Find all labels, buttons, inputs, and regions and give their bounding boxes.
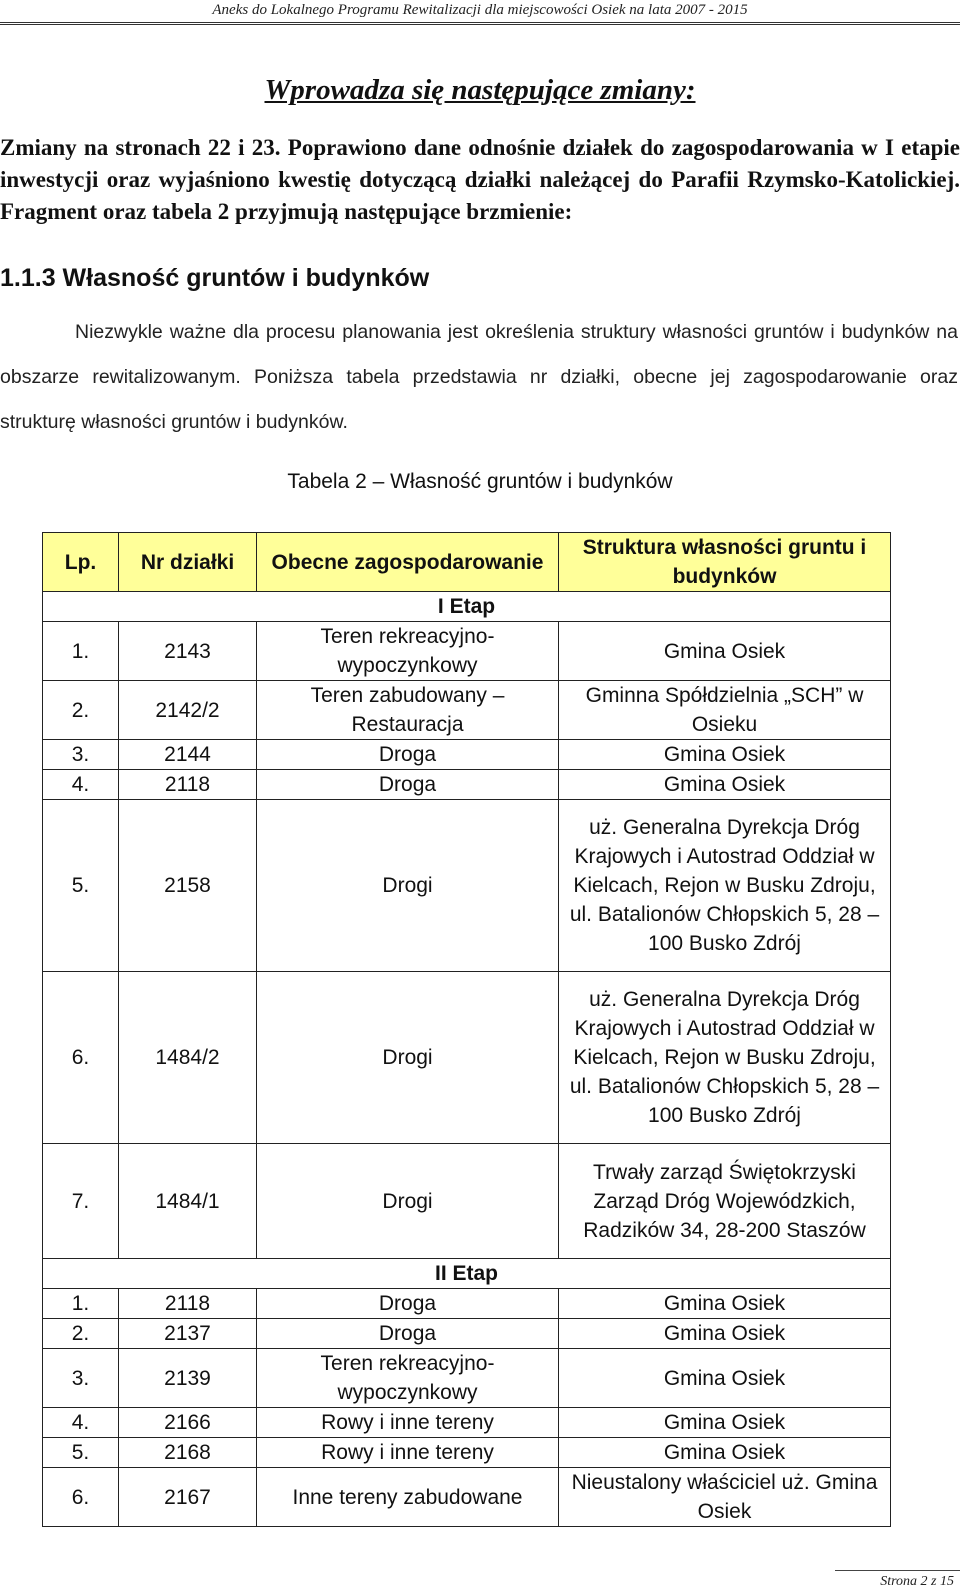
intro-paragraph: Zmiany na stronach 22 i 23. Poprawiono dane odnośnie działek do zagospodarowania w I etapie inwestycji oraz wyjaśniono kwestię dotyczącą działki należącej do Parafii Rzymsko-Katolickiej. Fragment oraz tabela 2 przyjmują następujące brzmienie: <box>0 135 960 224</box>
cell-lp: 5. <box>43 800 119 972</box>
page-number: Strona 2 z 15 <box>880 1574 954 1589</box>
cell-use: Droga <box>257 770 559 800</box>
cell-use: Teren zabudowany – Restauracja <box>257 681 559 740</box>
cell-lp: 1. <box>43 1289 119 1319</box>
table-row <box>43 681 891 740</box>
cell-use: Droga <box>257 1319 559 1349</box>
stage1-body <box>43 592 891 1259</box>
stage-label: II Etap <box>43 1259 891 1289</box>
cell-parcel: 2118 <box>119 770 257 800</box>
stage2-label-row <box>43 1259 891 1289</box>
table-row <box>43 1468 891 1527</box>
cell-parcel: 2167 <box>119 1468 257 1527</box>
table-row <box>43 1349 891 1408</box>
stage-label: I Etap <box>43 592 891 622</box>
cell-owner: uż. Generalna Dyrekcja Dróg Krajowych i Autostrad Oddział w Kielcach, Rejon w Busku Zdroju, ul. Batalionów Chłopskich 5, 28 – 100 Busko Zdrój <box>559 800 891 972</box>
cell-lp: 6. <box>43 1468 119 1527</box>
cell-owner: Gmina Osiek <box>559 770 891 800</box>
cell-use: Teren rekreacyjno-wypoczynkowy <box>257 1349 559 1408</box>
cell-lp: 3. <box>43 1349 119 1408</box>
cell-owner: Nieustalony właściciel uż. Gmina Osiek <box>559 1468 891 1527</box>
cell-use: Teren rekreacyjno-wypoczynkowy <box>257 622 559 681</box>
cell-parcel: 2168 <box>119 1438 257 1468</box>
cell-lp: 4. <box>43 770 119 800</box>
cell-lp: 2. <box>43 1319 119 1349</box>
cell-lp: 2. <box>43 681 119 740</box>
cell-lp: 3. <box>43 740 119 770</box>
cell-owner: Gmina Osiek <box>559 1289 891 1319</box>
cell-use: Droga <box>257 740 559 770</box>
cell-parcel: 1484/1 <box>119 1144 257 1259</box>
cell-parcel: 2118 <box>119 1289 257 1319</box>
table-row <box>43 1408 891 1438</box>
table-row <box>43 1319 891 1349</box>
cell-owner: Gmina Osiek <box>559 1408 891 1438</box>
section-title: 1.1.3 Własność gruntów i budynków <box>0 264 430 292</box>
cell-lp: 5. <box>43 1438 119 1468</box>
cell-use: Rowy i inne tereny <box>257 1438 559 1468</box>
table-row <box>43 1438 891 1468</box>
table-row <box>43 1289 891 1319</box>
table-row <box>43 770 891 800</box>
stage2-body <box>43 1259 891 1527</box>
cell-owner: Gmina Osiek <box>559 740 891 770</box>
cell-use: Drogi <box>257 972 559 1144</box>
cell-parcel: 2144 <box>119 740 257 770</box>
cell-owner: Gmina Osiek <box>559 1319 891 1349</box>
cell-owner: Gminna Spółdzielnia „SCH” w Osieku <box>559 681 891 740</box>
cell-owner: Gmina Osiek <box>559 622 891 681</box>
cell-lp: 7. <box>43 1144 119 1259</box>
cell-parcel: 2142/2 <box>119 681 257 740</box>
header-ownership: Struktura własności gruntu i budynków <box>559 533 891 592</box>
cell-use: Inne tereny zabudowane <box>257 1468 559 1527</box>
cell-parcel: 2166 <box>119 1408 257 1438</box>
table-row <box>43 800 891 972</box>
table-row <box>43 972 891 1144</box>
cell-lp: 4. <box>43 1408 119 1438</box>
cell-use: Droga <box>257 1289 559 1319</box>
cell-use: Rowy i inne tereny <box>257 1408 559 1438</box>
table-row <box>43 1144 891 1259</box>
header-parcel: Nr działki <box>119 533 257 592</box>
cell-parcel: 2158 <box>119 800 257 972</box>
header-lp: Lp. <box>43 533 119 592</box>
table-row <box>43 622 891 681</box>
header-use: Obecne zagospodarowanie <box>257 533 559 592</box>
cell-owner: Gmina Osiek <box>559 1438 891 1468</box>
table-row <box>43 740 891 770</box>
cell-parcel: 2143 <box>119 622 257 681</box>
cell-use: Drogi <box>257 800 559 972</box>
cell-owner: Trwały zarząd Świętokrzyski Zarząd Dróg Wojewódzkich, Radzików 34, 28-200 Staszów <box>559 1144 891 1259</box>
cell-use: Drogi <box>257 1144 559 1259</box>
cell-parcel: 2137 <box>119 1319 257 1349</box>
cell-parcel: 2139 <box>119 1349 257 1408</box>
changes-heading: Wprowadza się następujące zmiany: <box>264 74 696 106</box>
cell-owner: uż. Generalna Dyrekcja Dróg Krajowych i Autostrad Oddział w Kielcach, Rejon w Busku Zdroju, ul. Batalionów Chłopskich 5, 28 – 100 Busko Zdrój <box>559 972 891 1144</box>
footer-rule <box>835 1570 960 1571</box>
body-paragraph-text: Niezwykle ważne dla procesu planowania jest określenia struktury własności gruntów i budynków na obszarze rewitalizowanym. Poniższa tabela przedstawia nr działki, obecne jej zagospodarowanie oraz strukturę własności gruntów i budynków. <box>0 321 958 433</box>
stage1-label-row <box>43 592 891 622</box>
cell-lp: 1. <box>43 622 119 681</box>
cell-lp: 6. <box>43 972 119 1144</box>
ownership-table <box>42 532 891 1527</box>
cell-parcel: 1484/2 <box>119 972 257 1144</box>
table-caption: Tabela 2 – Własność gruntów i budynków <box>287 470 673 493</box>
table-header-row <box>43 533 891 592</box>
cell-owner: Gmina Osiek <box>559 1349 891 1408</box>
running-header: Aneks do Lokalnego Programu Rewitalizacji dla miejscowości Osiek na lata 2007 - 2015 <box>0 0 960 27</box>
body-paragraph <box>0 310 958 445</box>
